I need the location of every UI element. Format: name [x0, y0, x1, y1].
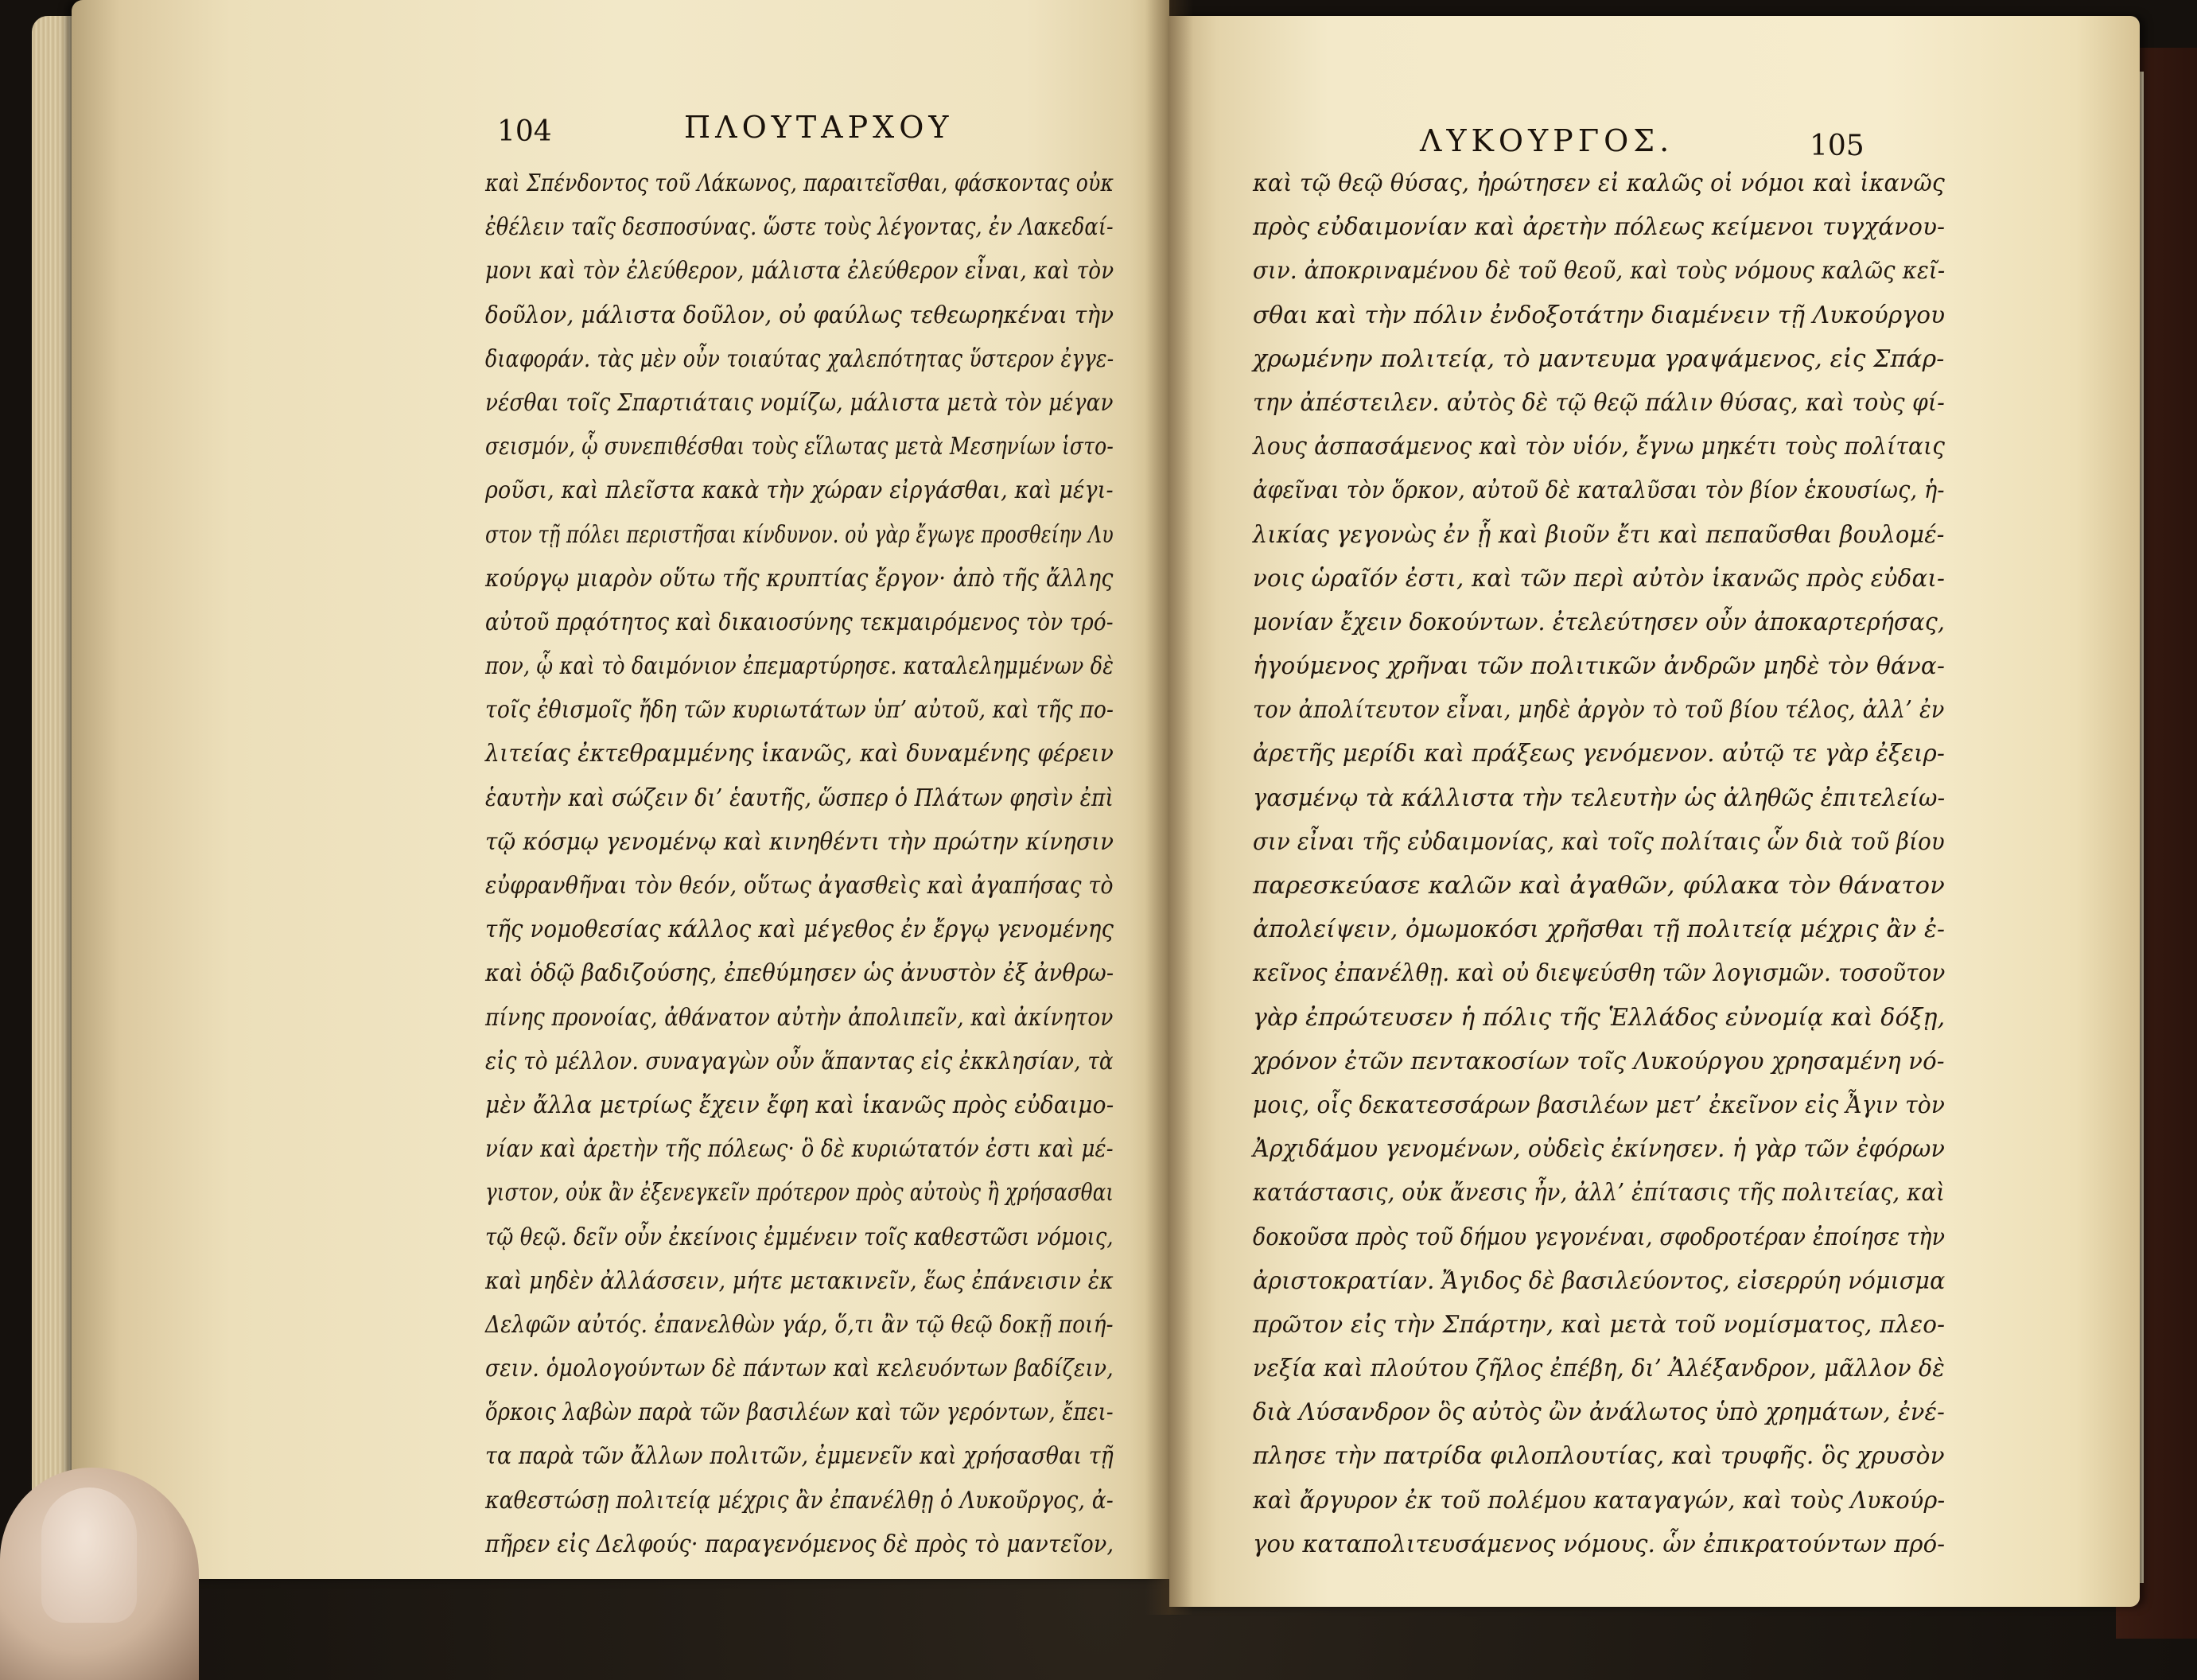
left-page-number: 104 [497, 115, 552, 148]
text-line: ἀρετῆς μερίδι καὶ πράξεως γενόμενον. αὐτῷ τε γὰρ ἐξειρ- [1253, 740, 1945, 768]
text-line: σθαι καὶ τὴν πόλιν ἐνδοξοτάτην διαμένειν τῇ Λυκούργου [1253, 301, 1946, 329]
text-line: παρεσκεύασε καλῶν καὶ ἀγαθῶν, φύλακα τὸν θάνατον [1253, 872, 1945, 900]
text-line: χρόνον ἐτῶν πεντακοσίων τοῖς Λυκούργου χρησαμένη νό- [1253, 1047, 1945, 1075]
text-line: διὰ Λύσανδρον ὃς αὐτὸς ὢν ἀνάλωτος ὑπὸ χρημάτων, ἐνέ- [1253, 1398, 1946, 1427]
text-line: πον, ᾧ καὶ τὸ δαιμόνιον ἐπεμαρτύρησε. καταλελημμένων δὲ [485, 652, 1114, 681]
left-running-head: ΠΛΟΥΤΑΡΧΟΥ [684, 110, 954, 145]
text-line: μοις, οἷς δεκατεσσάρων βασιλέων μετ’ ἐκεῖνον εἰς Ἆγιν τὸν [1253, 1091, 1946, 1119]
text-line: νίαν καὶ ἀρετὴν τῆς πόλεως· ὃ δὲ κυριώτατόν ἐστι καὶ μέ- [485, 1135, 1114, 1164]
text-line: τον ἀπολίτευτον εἶναι, μηδὲ ἀργὸν τὸ τοῦ βίου τέλος, ἀλλ’ ἐν [1253, 696, 1945, 725]
text-line: χρωμένην πολιτείᾳ, τὸ μαντευμα γραψάμενος, εἰς Σπάρ- [1253, 344, 1945, 373]
right-page-number: 105 [1810, 130, 1865, 162]
text-line: ἀριστοκρατίαν. Ἄγιδος δὲ βασιλεύοντος, εἰσερρύη νόμισμα [1253, 1266, 1946, 1295]
text-line: στον τῇ πόλει περιστῆσαι κίνδυνον. οὐ γὰρ ἔγωγε προσθείην Λυ [485, 520, 1114, 549]
text-line: τῷ θεῷ. δεῖν οὖν ἐκείνοις ἐμμένειν τοῖς καθεστῶσι νόμοις, [485, 1223, 1114, 1251]
text-line: νεξία καὶ πλούτου ζῆλος ἐπέβη, δι’ Ἀλέξανδρον, μᾶλλον δὲ [1253, 1355, 1945, 1383]
text-line: πλησε τὴν πατρίδα φιλοπλουτίας, καὶ τρυφῆς. ὃς χρυσὸν [1253, 1442, 1945, 1471]
text-line: ἀφεῖναι τὸν ὅρκον, αὐτοῦ δὲ καταλῦσαι τὸν βίον ἑκουσίως, ἡ- [1253, 476, 1945, 505]
text-line: τα παρὰ τῶν ἄλλων πολιτῶν, ἐμμενεῖν καὶ χρήσασθαι τῇ [485, 1442, 1114, 1471]
text-line: νοις ὡραῖόν ἐστι, καὶ τῶν περὶ αὐτὸν ἱκανῶς πρὸς εὐδαι- [1253, 564, 1946, 593]
text-line: σιν εἶναι τῆς εὐδαιμονίας, καὶ τοῖς πολίταις ὧν διὰ τοῦ βίου [1253, 827, 1945, 856]
text-line: καὶ ὁδῷ βαδιζούσης, ἐπεθύμησεν ὡς ἀνυστὸν ἐξ ἀνθρω- [485, 959, 1114, 988]
text-line: τῆς νομοθεσίας κάλλος καὶ μέγεθος ἐν ἔργῳ γενομένης [485, 916, 1114, 944]
text-line: Δελφῶν αὐτός. ἐπανελθὼν γάρ, ὅ,τι ἂν τῷ θεῷ δοκῇ ποιή- [485, 1310, 1114, 1339]
text-line: καὶ ἄργυρον ἐκ τοῦ πολέμου καταγαγών, καὶ τοὺς Λυκούρ- [1253, 1486, 1946, 1515]
text-line: τῷ κόσμῳ γενομένῳ καὶ κινηθέντι τὴν πρώτην κίνησιν [485, 827, 1114, 856]
text-line: κατάστασις, οὐκ ἄνεσις ἦν, ἀλλ’ ἐπίτασις τῆς πολιτείας, καὶ [1253, 1179, 1946, 1208]
text-line: αὐτοῦ πρᾳότητος καὶ δικαιοσύνης τεκμαιρόμενος τὸν τρό- [485, 608, 1114, 636]
text-line: γου καταπολιτευσάμενος νόμους. ὧν ἐπικρατούντων πρό- [1253, 1530, 1946, 1558]
thumbnail [41, 1488, 137, 1623]
text-line: διαφοράν. τὰς μὲν οὖν τοιαύτας χαλεπότητας ὕστερον ἐγγε- [485, 344, 1114, 373]
text-line: σιν. ἀποκριναμένου δὲ τοῦ θεοῦ, καὶ τοὺς νόμους καλῶς κεῖ- [1253, 257, 1946, 286]
text-line: ροῦσι, καὶ πλεῖστα κακὰ τὴν χώραν εἰργάσθαι, καὶ μέγι- [485, 476, 1114, 505]
text-line: καὶ Σπένδοντος τοῦ Λάκωνος, παραιτεῖσθαι, φάσκοντας οὐκ [485, 169, 1114, 197]
text-line: δοῦλον, μάλιστα δοῦλον, οὐ φαύλως τεθεωρηκέναι τὴν [485, 301, 1114, 329]
text-line: ἑαυτὴν καὶ σώζειν δι’ ἑαυτῆς, ὥσπερ ὁ Πλάτων φησὶν ἐπὶ [485, 784, 1114, 812]
text-line: μονίαν ἔχειν δοκούντων. ἐτελεύτησεν οὖν ἀποκαρτερήσας, [1253, 608, 1946, 636]
text-line: πρὸς εὐδαιμονίαν καὶ ἀρετὴν πόλεως κείμενοι τυγχάνου- [1253, 213, 1946, 242]
text-line: Ἀρχιδάμου γενομένων, οὐδεὶς ἐκίνησεν. ἡ γὰρ τῶν ἐφόρων [1253, 1135, 1946, 1164]
text-line: τοῖς ἐθισμοῖς ἤδη τῶν κυριωτάτων ὑπ’ αὐτοῦ, καὶ τῆς πο- [485, 696, 1114, 725]
text-line: σεισμόν, ᾧ συνεπιθέσθαι τοὺς εἵλωτας μετὰ Μεσηνίων ἱστο- [485, 433, 1114, 461]
text-line: γιστον, οὐκ ἂν ἐξενεγκεῖν πρότερον πρὸς αὐτοὺς ἢ χρήσασθαι [485, 1179, 1114, 1208]
text-line: καθεστώσῃ πολιτείᾳ μέχρις ἂν ἐπανέλθῃ ὁ Λυκοῦργος, ἀ- [485, 1486, 1114, 1515]
right-page-text [1253, 161, 1953, 1566]
right-running-head: ΛΥΚΟΥΡΓΟΣ. [1420, 123, 1674, 158]
text-line: λους ἀσπασάμενος καὶ τὸν υἱόν, ἔγνω μηκέτι τοὺς πολίταις [1253, 433, 1946, 461]
text-line: ὅρκοις λαβὼν παρὰ τῶν βασιλέων καὶ τῶν γερόντων, ἔπει- [485, 1398, 1114, 1427]
text-line: κούργῳ μιαρὸν οὕτω τῆς κρυπτίας ἔργον· ἀπὸ τῆς ἄλλης [485, 564, 1114, 593]
text-line: γασμένῳ τὰ κάλλιστα τὴν τελευτὴν ὡς ἀληθῶς ἐπιτελείω- [1253, 784, 1946, 812]
text-line: γὰρ ἐπρώτευσεν ἡ πόλις τῆς Ἑλλάδος εὐνομίᾳ καὶ δόξῃ, [1253, 1003, 1946, 1032]
text-line: πίνης προνοίας, ἀθάνατον αὐτὴν ἀπολιπεῖν, καὶ ἀκίνητον [485, 1003, 1114, 1032]
text-line: λικίας γεγονὼς ἐν ᾗ καὶ βιοῦν ἔτι καὶ πεπαῦσθαι βουλομέ- [1253, 520, 1945, 549]
text-line: την ἀπέστειλεν. αὐτὸς δὲ τῷ θεῷ πάλιν θύσας, καὶ τοὺς φί- [1253, 388, 1945, 417]
text-line: νέσθαι τοῖς Σπαρτιάταις νομίζω, μάλιστα μετὰ τὸν μέγαν [485, 388, 1114, 417]
text-line: λιτείας ἐκτεθραμμένης ἱκανῶς, καὶ δυναμένης φέρειν [485, 740, 1114, 768]
text-line: εὐφρανθῆναι τὸν θεόν, οὕτως ἀγασθεὶς καὶ ἀγαπήσας τὸ [485, 872, 1114, 900]
text-line: ἡγούμενος χρῆναι τῶν πολιτικῶν ἀνδρῶν μηδὲ τὸν θάνα- [1253, 652, 1946, 681]
text-line: ἀπολείψειν, ὀμωμοκόσι χρῆσθαι τῇ πολιτείᾳ μέχρις ἂν ἐ- [1253, 916, 1946, 944]
text-line: καὶ μηδὲν ἀλλάσσειν, μήτε μετακινεῖν, ἕως ἐπάνεισιν ἐκ [485, 1266, 1114, 1295]
text-line: πρῶτον εἰς τὴν Σπάρτην, καὶ μετὰ τοῦ νομίσματος, πλεο- [1253, 1310, 1946, 1339]
left-page-text [485, 161, 1122, 1566]
text-line: ἐθέλειν ταῖς δεσποσύνας. ὥστε τοὺς λέγοντας, ἐν Λακεδαί- [485, 213, 1114, 242]
text-line: μονι καὶ τὸν ἐλεύθερον, μάλιστα ἐλεύθερον εἶναι, καὶ τὸν [485, 257, 1114, 286]
text-line: σειν. ὁμολογούντων δὲ πάντων καὶ κελευόντων βαδίζειν, [485, 1355, 1114, 1383]
text-line: πῆρεν εἰς Δελφούς· παραγενόμενος δὲ πρὸς τὸ μαντεῖον, [485, 1530, 1114, 1558]
text-line: μὲν ἄλλα μετρίως ἔχειν ἔφη καὶ ἱκανῶς πρὸς εὐδαιμο- [485, 1091, 1114, 1119]
text-line: κεῖνος ἐπανέλθῃ. καὶ οὐ διεψεύσθη τῶν λογισμῶν. τοσοῦτον [1253, 959, 1946, 988]
book-gutter [1145, 0, 1193, 1615]
text-line: εἰς τὸ μέλλον. συναγαγὼν οὖν ἅπαντας εἰς ἐκκλησίαν, τὰ [485, 1047, 1114, 1075]
text-line: δοκοῦσα πρὸς τοῦ δήμου γεγονέναι, σφοδροτέραν ἐποίησε τὴν [1253, 1223, 1946, 1251]
text-line: καὶ τῷ θεῷ θύσας, ἠρώτησεν εἰ καλῶς οἱ νόμοι καὶ ἱκανῶς [1253, 169, 1945, 197]
